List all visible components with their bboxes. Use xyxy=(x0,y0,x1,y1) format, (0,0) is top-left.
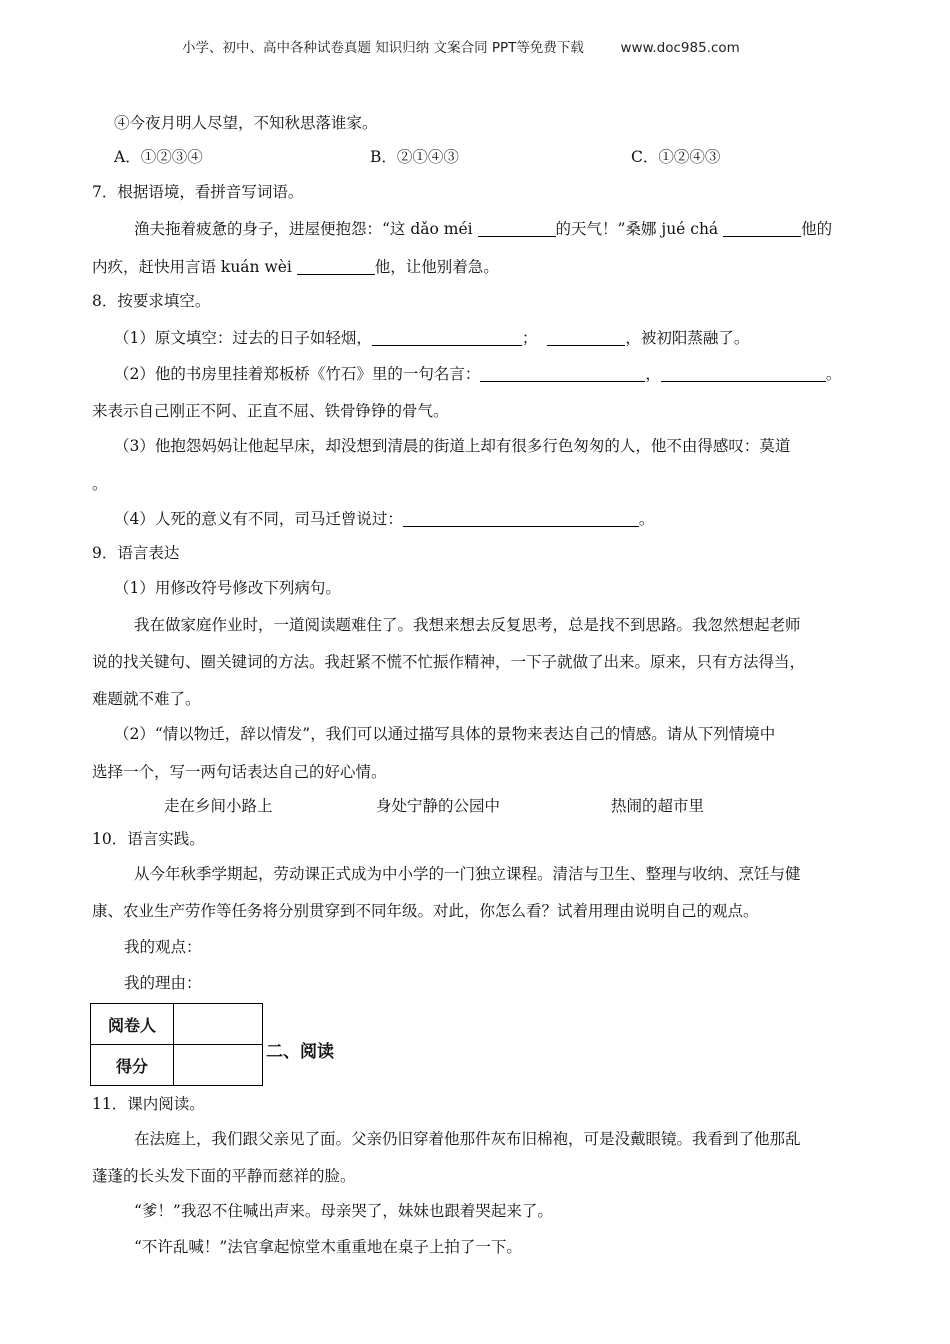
reviewer-cell[interactable] xyxy=(174,1004,263,1045)
q8-part4 xyxy=(114,509,654,529)
q7-line1-b: 的天气！”桑娜 jué chá xyxy=(555,220,724,238)
q8-title: 8．按要求填空。 xyxy=(92,292,211,310)
answer-blank[interactable] xyxy=(403,510,639,527)
q9-part1: （1）用修改符号修改下列病句。 xyxy=(114,579,341,597)
q8-part2-a: （2）他的书房里挂着郑板桥《竹石》里的一句名言： xyxy=(114,365,481,383)
q7-line2-a: 内疚，赶快用言语 kuán wèi xyxy=(92,258,297,276)
q11-para-line3: “爹！”我忍不住喊出声来。母亲哭了，妹妹也跟着哭起来了。 xyxy=(134,1202,553,1220)
reviewer-label: 阅卷人 xyxy=(91,1004,174,1045)
q8-part2-b: ， xyxy=(645,365,661,383)
q8-part3-end: 。 xyxy=(92,475,108,493)
q9-para-line1: 我在做家庭作业时，一道阅读题难住了。我想来想去反复思考，总是找不到思路。我忽然想起老师 xyxy=(134,616,801,634)
header-url: www.doc985.com xyxy=(620,40,740,56)
q6-option-c: C．①②④③ xyxy=(631,148,721,166)
q11-title: 11．课内阅读。 xyxy=(92,1095,205,1113)
q8-part1 xyxy=(114,328,749,348)
q9-choice-1: 走在乡间小路上 xyxy=(164,797,273,815)
q11-para-line2: 蓬蓬的长头发下面的平静而慈祥的脸。 xyxy=(92,1167,356,1185)
q9-choice-2: 身处宁静的公园中 xyxy=(376,797,501,815)
q7-line1 xyxy=(134,219,832,239)
q11-para-line1: 在法庭上，我们跟父亲见了面。父亲仍旧穿着他那件灰布旧棉袍，可是没戴眼镜。我看到了他那乱 xyxy=(134,1130,801,1148)
q7-line2 xyxy=(92,257,499,277)
q6-option-b: B．②①④③ xyxy=(370,148,459,166)
score-cell[interactable] xyxy=(174,1045,263,1086)
q8-part1-c: ，被初阳蒸融了。 xyxy=(625,329,750,347)
q8-part2-c: 。 xyxy=(825,365,842,383)
q9-para-line2: 说的找关键句、圈关键词的方法。我赶紧不慌不忙振作精神，一下子就做了出来。原来，只有方法得当， xyxy=(92,653,806,671)
q8-part4-b: 。 xyxy=(638,510,655,528)
q9-para-line3: 难题就不难了。 xyxy=(92,690,201,708)
q6-line4: ④今夜月明人尽望，不知秋思落谁家。 xyxy=(114,114,378,132)
section-title-reading: 二、阅读 xyxy=(266,1042,334,1062)
answer-blank[interactable] xyxy=(478,220,556,237)
q10-my-reason: 我的理由： xyxy=(124,974,202,992)
q9-title: 9．语言表达 xyxy=(92,544,180,562)
q11-para-line4: “不许乱喊！”法官拿起惊堂木重重地在桌子上拍了一下。 xyxy=(134,1238,522,1256)
answer-blank[interactable] xyxy=(480,365,645,382)
q7-line1-a: 渔夫拖着疲惫的身子，进屋便抱怨：“这 dǎo méi xyxy=(134,220,478,238)
q9-part2-line1: （2）“情以物迁，辞以情发”，我们可以通过描写具体的景物来表达自己的情感。请从下列情境中 xyxy=(114,725,776,743)
q10-para-line1: 从今年秋季学期起，劳动课正式成为中小学的一门独立课程。清洁与卫生、整理与收纳、烹饪与健 xyxy=(134,865,801,883)
answer-blank[interactable] xyxy=(547,329,625,346)
answer-blank[interactable] xyxy=(723,220,801,237)
score-box xyxy=(90,1003,263,1086)
q10-para-line2: 康、农业生产劳作等任务将分别贯穿到不同年级。对此，你怎么看？试着用理由说明自己的观点。 xyxy=(92,902,759,920)
q8-part3: （3）他抱怨妈妈让他起早床，却没想到清晨的街道上却有很多行色匆匆的人，他不由得感叹：莫道 xyxy=(114,437,791,455)
header-text: 小学、初中、高中各种试卷真题 知识归纳 文案合同 PPT等免费下载 xyxy=(182,40,584,56)
q6-option-a: A．①②③④ xyxy=(114,148,203,166)
q7-line1-c: 他的 xyxy=(801,220,833,238)
q8-part1-b: ； xyxy=(521,329,538,347)
q7-title: 7．根据语境，看拼音写词语。 xyxy=(92,183,304,201)
score-label: 得分 xyxy=(91,1045,174,1086)
q7-line2-b: 他，让他别着急。 xyxy=(374,258,499,276)
answer-blank[interactable] xyxy=(661,365,826,382)
q10-title: 10．语言实践。 xyxy=(92,830,205,848)
answer-blank[interactable] xyxy=(372,329,522,346)
q8-part1-a: （1）原文填空：过去的日子如轻烟， xyxy=(114,329,372,347)
q9-choice-3: 热闹的超市里 xyxy=(611,797,705,815)
q8-part2 xyxy=(114,364,841,384)
answer-blank[interactable] xyxy=(297,258,375,275)
q10-my-view: 我的观点： xyxy=(124,938,202,956)
q8-part4-a: （4）人死的意义有不同，司马迁曾说过： xyxy=(114,510,403,528)
q9-part2-line2: 选择一个，写一两句话表达自己的好心情。 xyxy=(92,763,387,781)
q8-part2-cont: 来表示自己刚正不阿、正直不屈、铁骨铮铮的骨气。 xyxy=(92,402,449,420)
page-header xyxy=(182,36,740,56)
